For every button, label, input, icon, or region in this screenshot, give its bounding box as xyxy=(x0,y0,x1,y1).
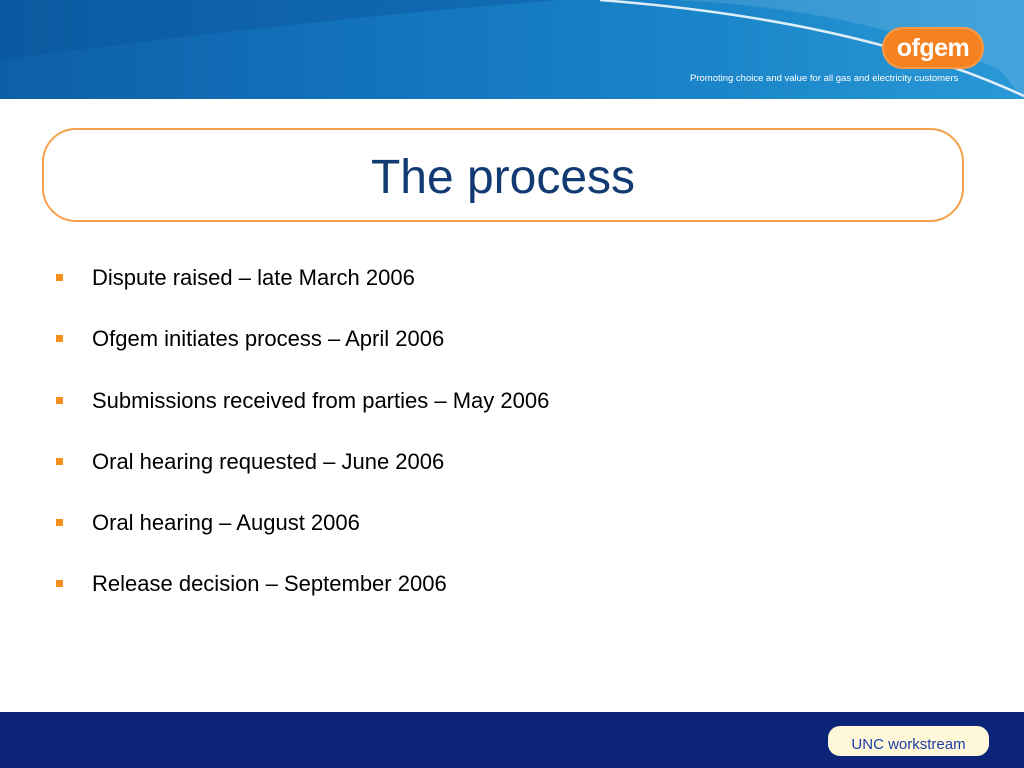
bullet-text: Dispute raised – late March 2006 xyxy=(92,265,415,290)
square-bullet-icon xyxy=(56,397,63,404)
header-swoosh-graphic xyxy=(0,0,1024,99)
footer-label: UNC workstream xyxy=(828,726,989,756)
square-bullet-icon xyxy=(56,519,63,526)
square-bullet-icon xyxy=(56,458,63,465)
bullet-text: Oral hearing – August 2006 xyxy=(92,510,360,536)
square-bullet-icon xyxy=(56,274,63,281)
square-bullet-icon xyxy=(56,335,63,342)
header-tagline: Promoting choice and value for all gas and electricity customers xyxy=(690,73,959,84)
title-box xyxy=(42,128,964,222)
bullet-text: Release decision – September 2006 xyxy=(92,571,447,597)
header-banner xyxy=(0,0,1024,99)
square-bullet-icon xyxy=(56,580,63,587)
slide-title: The process xyxy=(370,151,636,204)
bullet-text: Ofgem initiates process – April 2006 xyxy=(92,326,445,352)
ofgem-logo: ofgem xyxy=(882,27,984,69)
bullet-text: Submissions received from parties – May 2006 xyxy=(92,387,550,413)
bullet-text: Oral hearing requested – June 2006 xyxy=(92,448,445,474)
